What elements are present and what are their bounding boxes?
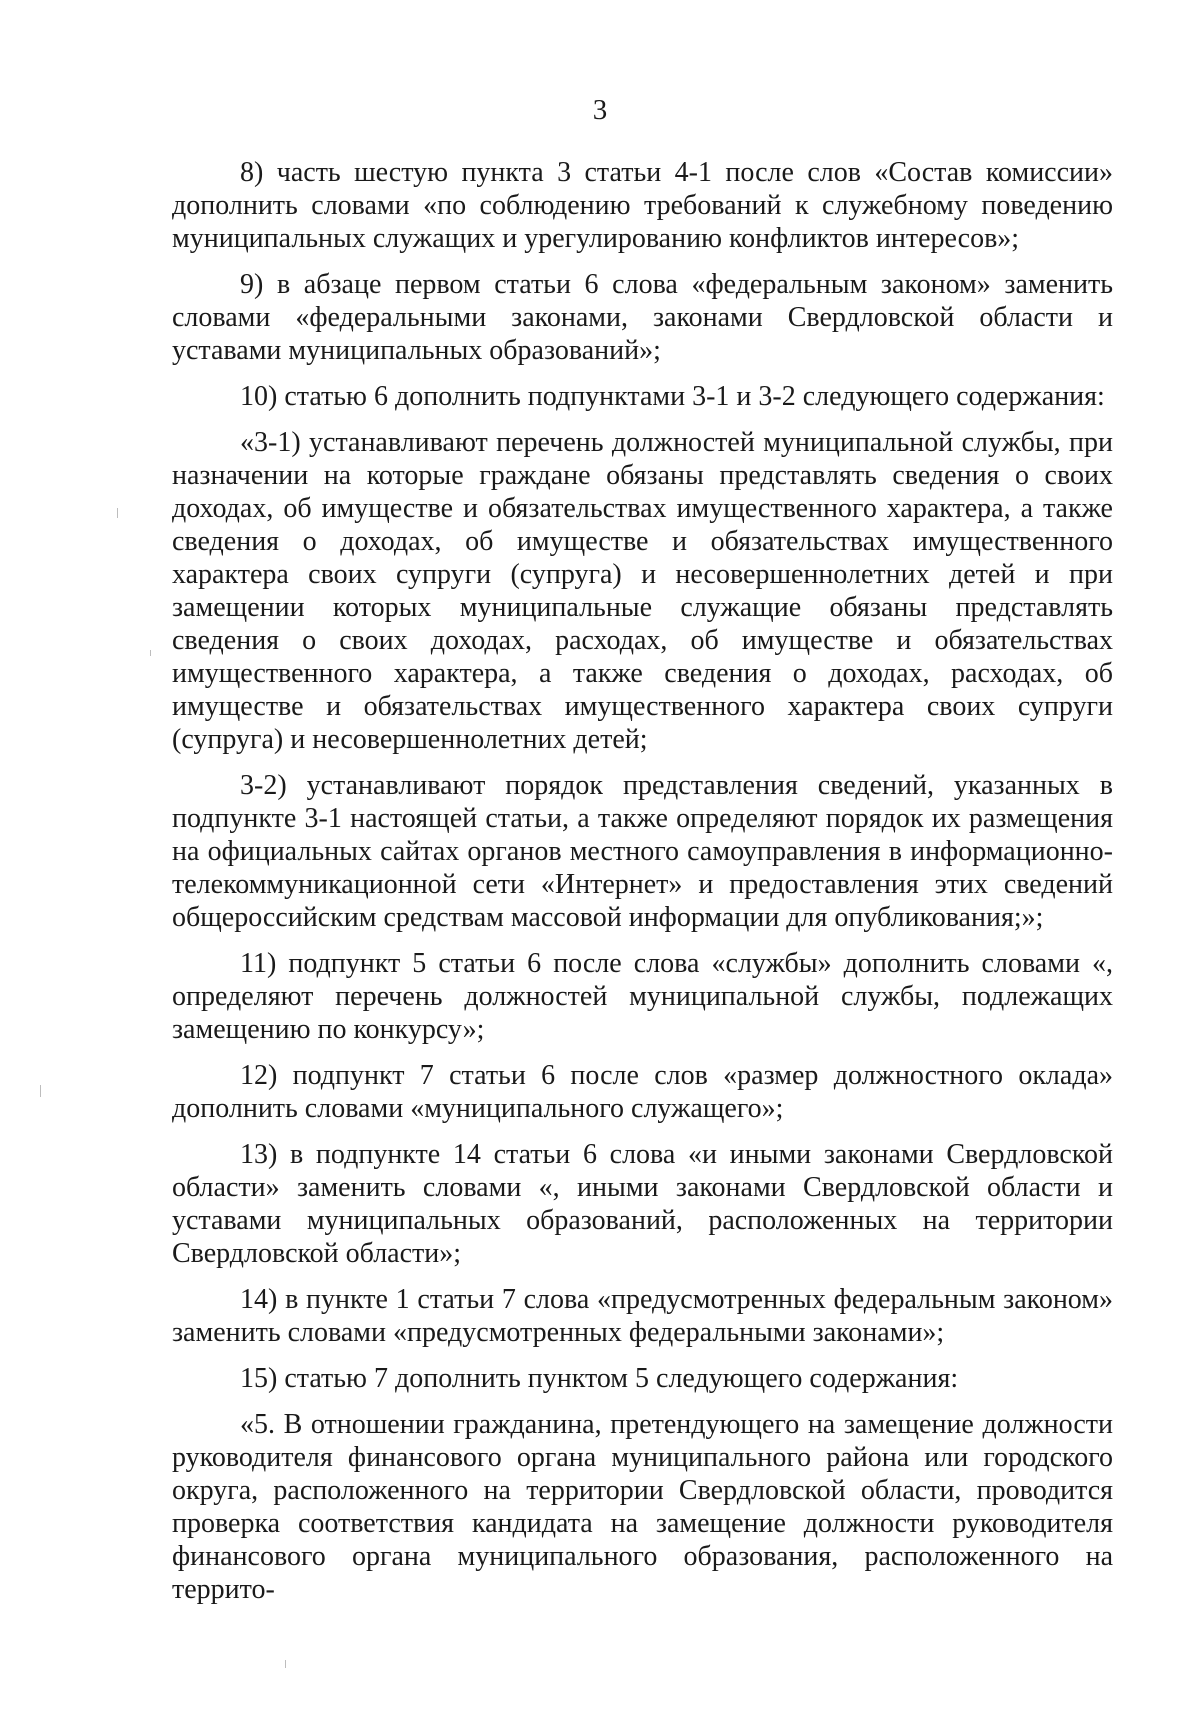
paragraph-item-14: 14) в пункте 1 статьи 7 слова «предусмотренных федеральным законом» заменить словами «предусмотренных федеральными законами»; [172,1284,1113,1348]
scan-artifact [40,1085,41,1097]
paragraph-subitem-3-1: «3-1) устанавливают перечень должностей муниципальной службы, при назначении на которые граждане обязаны представлять сведения о своих доходах, об имуществе и обязательствах имущественного характера, а также сведения о доходах, об имуществе и обязательствах имущественного характера своих супруги (супруга) и несовершеннолетних детей и при замещении которых муниципальные служащие обязаны представлять сведения о своих доходах, расходах, об имуществе и обязательствах имущественного характера, а также сведения о доходах, расходах, об имуществе и обязательствах имущественного характера своих супруги (супруга) и несовершеннолетних детей; [172,427,1113,755]
paragraph-item-8: 8) часть шестую пункта 3 статьи 4-1 после слов «Состав комиссии» дополнить словами «по соблюдению требований к служебному поведению муниципальных служащих и урегулированию конфликтов интересов»; [172,157,1113,254]
paragraph-item-15: 15) статью 7 дополнить пунктом 5 следующего содержания: [240,1363,959,1394]
scan-artifact [285,1660,286,1668]
paragraph-item-10: 10) статью 6 дополнить подпунктами 3-1 и 3-2 следующего содержания: [240,381,1105,412]
paragraph-item-9: 9) в абзаце первом статьи 6 слова «федеральным законом» заменить словами «федеральными законами, законами Свердловской области и уставами муниципальных образований»; [172,269,1113,366]
scan-artifact [150,650,151,656]
page-number: 3 [592,94,608,126]
paragraph-item-13: 13) в подпункте 14 статьи 6 слова «и иными законами Свердловской области» заменить словами «, иными законами Свердловской области и уставами муниципальных образований, расположенных на территории Свердловской области»; [172,1139,1113,1269]
paragraph-item-11: 11) подпункт 5 статьи 6 после слова «службы» дополнить словами «, определяют перечень должностей муниципальной службы, подлежащих замещению по конкурсу»; [172,948,1113,1045]
paragraph-item-5-quote: «5. В отношении гражданина, претендующего на замещение должности руководителя финансового органа муниципального района или городского округа, расположенного на территории Свердловской области, проводится проверка соответствия кандидата на замещение должности руководителя финансового органа муниципального образования, расположенного на террито- [172,1409,1113,1605]
scan-artifact [117,508,118,518]
paragraph-subitem-3-2: 3-2) устанавливают порядок представления сведений, указанных в подпункте 3-1 настоящей статьи, а также определяют порядок их размещения на официальных сайтах органов местного самоуправления в информационно-телекоммуникационной сети «Интернет» и предоставления этих сведений общероссийским средствам массовой информации для опубликования;»; [172,770,1113,933]
paragraph-item-12: 12) подпункт 7 статьи 6 после слов «размер должностного оклада» дополнить словами «муниципального служащего»; [172,1060,1113,1124]
document-body [172,156,1113,1619]
